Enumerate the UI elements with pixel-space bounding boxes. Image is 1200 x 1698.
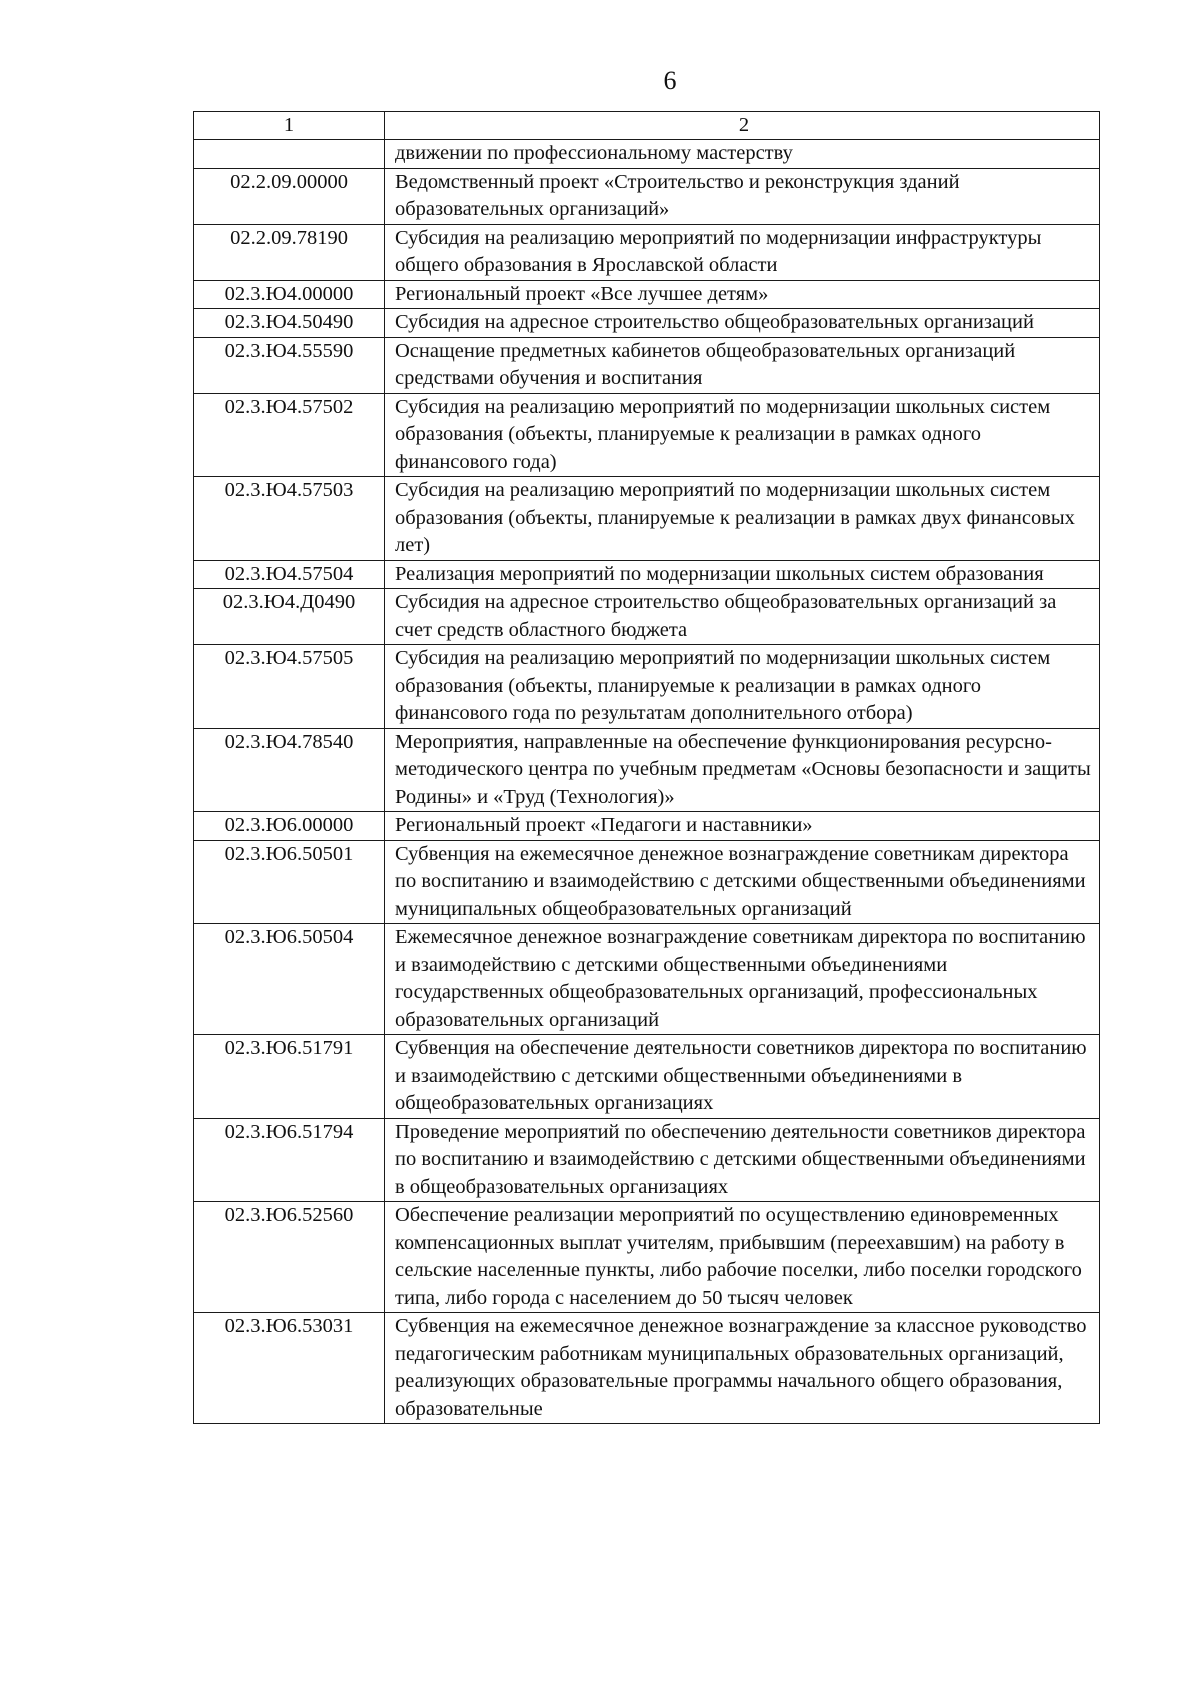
row-code: 02.3.Ю6.52560 [194, 1202, 385, 1313]
page-number: 6 [663, 66, 677, 95]
table-row [194, 477, 1100, 561]
row-code: 02.3.Ю6.00000 [194, 812, 385, 841]
table-row [194, 812, 1100, 841]
row-text: Субсидия на реализацию мероприятий по модернизации инфраструктуры общего образования в Ярославской области [385, 224, 1100, 280]
column-header-1: 1 [194, 112, 385, 140]
row-text: Субвенция на ежемесячное денежное вознаграждение за классное руководство педагогическим работникам муниципальных образовательных организаций, реализующих образовательные программы начального общего образования, образовательные [385, 1313, 1100, 1424]
row-code: 02.2.09.78190 [194, 224, 385, 280]
row-code: 02.3.Ю4.50490 [194, 309, 385, 338]
table-row [194, 560, 1100, 589]
row-text: Оснащение предметных кабинетов общеобразовательных организаций средствами обучения и воспитания [385, 337, 1100, 393]
row-code [194, 140, 385, 169]
table-row [194, 1118, 1100, 1202]
row-code: 02.3.Ю4.57505 [194, 645, 385, 729]
row-text: движении по профессиональному мастерству [385, 140, 1100, 169]
table-row [194, 1313, 1100, 1424]
table-row [194, 728, 1100, 812]
row-text: Субвенция на обеспечение деятельности советников директора по воспитанию и взаимодействию с детскими общественными объединениями в общеобразовательных организациях [385, 1035, 1100, 1119]
row-code: 02.2.09.00000 [194, 168, 385, 224]
table-row [194, 224, 1100, 280]
row-text: Субсидия на реализацию мероприятий по модернизации школьных систем образования (объекты, планируемые к реализации в рамках одного финансового года по результатам дополнительного отбора) [385, 645, 1100, 729]
row-code: 02.3.Ю4.57504 [194, 560, 385, 589]
budget-codes-table [193, 111, 1100, 1424]
row-text: Субвенция на ежемесячное денежное вознаграждение советникам директора по воспитанию и взаимодействию с детскими общественными объединениями муниципальных общеобразовательных организаций [385, 840, 1100, 924]
row-code: 02.3.Ю6.50504 [194, 924, 385, 1035]
row-code: 02.3.Ю6.51791 [194, 1035, 385, 1119]
table-row [194, 924, 1100, 1035]
table-row [194, 589, 1100, 645]
row-code: 02.3.Ю4.57503 [194, 477, 385, 561]
row-text: Ведомственный проект «Строительство и реконструкция зданий образовательных организаций» [385, 168, 1100, 224]
row-code: 02.3.Ю4.Д0490 [194, 589, 385, 645]
table-row [194, 140, 1100, 169]
row-text: Ежемесячное денежное вознаграждение советникам директора по воспитанию и взаимодействию с детскими общественными объединениями государственных общеобразовательных организаций, профессиональных образовательных организаций [385, 924, 1100, 1035]
table-row [194, 393, 1100, 477]
row-text: Проведение мероприятий по обеспечению деятельности советников директора по воспитанию и взаимодействию с детскими общественными объединениями в общеобразовательных организациях [385, 1118, 1100, 1202]
row-code: 02.3.Ю6.51794 [194, 1118, 385, 1202]
table-row [194, 1202, 1100, 1313]
table-row [194, 840, 1100, 924]
table-row [194, 168, 1100, 224]
row-text: Субсидия на реализацию мероприятий по модернизации школьных систем образования (объекты, планируемые к реализации в рамках двух финансовых лет) [385, 477, 1100, 561]
row-text: Субсидия на адресное строительство общеобразовательных организаций [385, 309, 1100, 338]
row-text: Региональный проект «Все лучшее детям» [385, 280, 1100, 309]
row-text: Обеспечение реализации мероприятий по осуществлению единовременных компенсационных выплат учителям, прибывшим (переехавшим) на работу в сельские населенные пункты, либо рабочие поселки, либо поселки городского типа, либо города с населением до 50 тысяч человек [385, 1202, 1100, 1313]
row-code: 02.3.Ю4.78540 [194, 728, 385, 812]
row-code: 02.3.Ю4.55590 [194, 337, 385, 393]
row-text: Субсидия на реализацию мероприятий по модернизации школьных систем образования (объекты, планируемые к реализации в рамках одного финансового года) [385, 393, 1100, 477]
table-row [194, 1035, 1100, 1119]
table-header-row [194, 112, 1100, 140]
table-row [194, 280, 1100, 309]
row-code: 02.3.Ю4.57502 [194, 393, 385, 477]
row-text: Мероприятия, направленные на обеспечение функционирования ресурсно-методического центра по учебным предметам «Основы безопасности и защиты Родины» и «Труд (Технология)» [385, 728, 1100, 812]
table-row [194, 309, 1100, 338]
row-code: 02.3.Ю6.50501 [194, 840, 385, 924]
column-header-2: 2 [385, 112, 1100, 140]
table-row [194, 645, 1100, 729]
row-text: Региональный проект «Педагоги и наставники» [385, 812, 1100, 841]
row-text: Субсидия на адресное строительство общеобразовательных организаций за счет средств областного бюджета [385, 589, 1100, 645]
row-code: 02.3.Ю4.00000 [194, 280, 385, 309]
row-code: 02.3.Ю6.53031 [194, 1313, 385, 1424]
table-row [194, 337, 1100, 393]
row-text: Реализация мероприятий по модернизации школьных систем образования [385, 560, 1100, 589]
